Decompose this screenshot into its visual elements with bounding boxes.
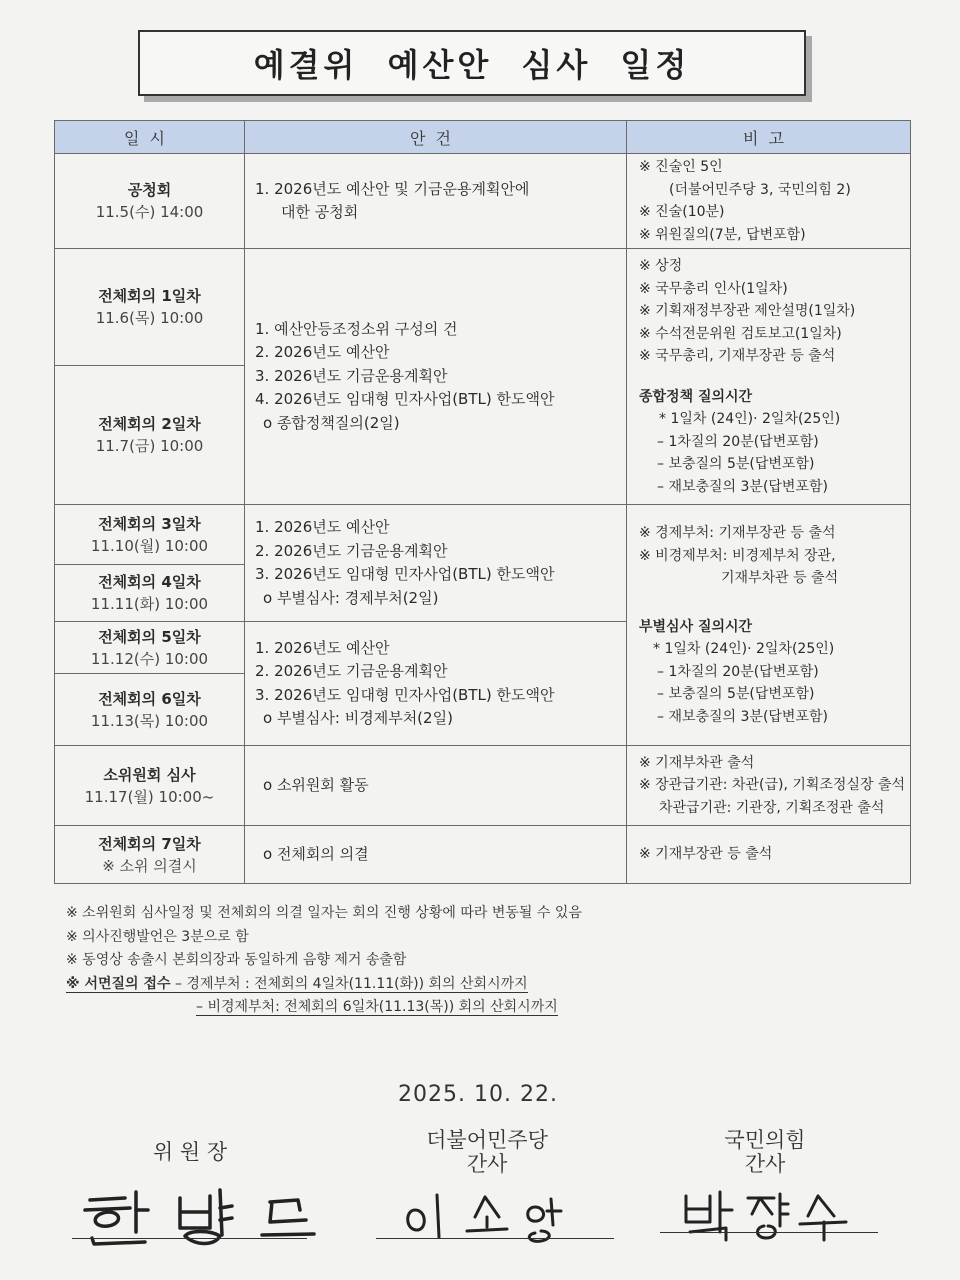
- note-cell: [627, 154, 911, 249]
- footnote: ※ 의사진행발언은 3분으로 함: [66, 928, 249, 945]
- ppp-signature-image: [668, 1182, 878, 1244]
- ppp-party: 국민의힘: [724, 1128, 806, 1152]
- agenda-line: o 소위원회 활동: [263, 775, 369, 794]
- agenda-line: 1. 예산안등조정소위 구성의 건: [255, 319, 458, 338]
- agenda-cell: [245, 505, 627, 622]
- ppp-block: [690, 1128, 840, 1176]
- dp-signature-line: [376, 1238, 614, 1239]
- agenda-cell: [245, 622, 627, 746]
- ppp-title: 간사: [744, 1152, 786, 1176]
- agenda-line: 3. 2026년도 임대형 민자사업(BTL) 한도액안: [255, 565, 555, 583]
- date-cell: [55, 565, 245, 622]
- note-line: – 재보충질의 3분(답변포함): [657, 708, 828, 725]
- agenda-line: 1. 2026년도 예산안: [255, 638, 390, 657]
- date-time: 11.11(화) 10:00: [90, 595, 209, 613]
- date-time: 11.7(금) 10:00: [95, 437, 204, 455]
- chair-title: 위 원 장: [152, 1140, 228, 1164]
- dp-signature-image: [395, 1185, 595, 1245]
- page-title: 예결위 예산안 심사 일정: [253, 46, 691, 84]
- table-header-row: [55, 121, 911, 154]
- chair-block: [130, 1140, 250, 1164]
- table-row: [55, 826, 911, 884]
- dp-title: 간사: [466, 1152, 508, 1176]
- agenda-cell: [245, 154, 627, 249]
- note-line: – 재보충질의 3분(답변포함): [657, 478, 828, 495]
- date-time: 11.5(수) 14:00: [95, 203, 204, 221]
- date-name: 전체회의 7일차: [98, 834, 201, 853]
- agenda-line: o 부별심사: 경제부처(2일): [263, 588, 439, 607]
- note-line: ※ 상정: [639, 258, 683, 274]
- footnote-written-questions: [66, 973, 906, 997]
- date-name: 전체회의 5일차: [98, 627, 201, 646]
- footnote-line: – 비경제부처: 전체회의 6일차(11.13(목)) 회의 산회시까지: [196, 999, 558, 1015]
- date-time: 11.12(수) 10:00: [90, 649, 209, 668]
- dp-party: 더불어민주당: [426, 1128, 548, 1152]
- date-cell: [55, 746, 245, 826]
- date-name: 전체회의 4일차: [98, 573, 201, 591]
- table-row: [55, 746, 911, 826]
- date-name: 공청회: [127, 181, 172, 199]
- note-line: ※ 국무총리 인사(1일차): [639, 280, 788, 297]
- note-line: * 1일차 (24인)· 2일차(25인): [653, 641, 835, 657]
- footnotes: [66, 902, 906, 1020]
- agenda-line: 3. 2026년도 기금운용계획안: [255, 366, 448, 385]
- date-name: 전체회의 1일차: [98, 287, 201, 305]
- date-time: 11.17(월) 10:00~: [84, 787, 215, 806]
- footnote: ※ 동영상 송출시 본회의장과 동일하게 음향 제거 송출함: [66, 952, 407, 968]
- agenda-cell: [245, 249, 627, 505]
- note-line: (더불어민주당 3, 국민의힘 2): [669, 181, 851, 198]
- date-cell: [55, 249, 245, 366]
- note-line: ※ 위원질의(7분, 답변포함): [639, 226, 806, 243]
- document-date: 2025. 10. 22.: [398, 1082, 558, 1107]
- date-cell: [55, 826, 245, 884]
- note-line: ※ 기재부차관 출석: [639, 754, 755, 771]
- title-box: [138, 30, 806, 96]
- note-line: – 보충질의 5분(답변포함): [657, 686, 815, 702]
- note-line: ※ 수석전문위원 검토보고(1일차): [639, 325, 842, 342]
- agenda-line: 1. 2026년도 예산안: [255, 518, 390, 536]
- date-name: 전체회의 3일차: [98, 514, 201, 533]
- footnote-continuation: [66, 996, 906, 1020]
- agenda-line: 2. 2026년도 기금운용계획안: [255, 541, 448, 560]
- date-time: 11.10(월) 10:00: [90, 536, 209, 555]
- note-cell: [627, 826, 911, 884]
- date-time: ※ 소위 의결시: [102, 856, 197, 875]
- note-line: – 1차질의 20분(답변포함): [657, 433, 819, 450]
- date-name: 전체회의 2일차: [98, 415, 201, 433]
- agenda-line: 3. 2026년도 임대형 민자사업(BTL) 한도액안: [255, 685, 555, 704]
- footnote: ※ 소위원회 심사일정 및 전체회의 의결 일자는 회의 진행 상황에 따라 변동될 수 있음: [66, 905, 582, 921]
- date-cell: [55, 505, 245, 565]
- agenda-line: 1. 2026년도 예산안 및 기금운용계획안에: [255, 179, 530, 198]
- header-agenda: 안건: [245, 121, 627, 154]
- agenda-line: o 부별심사: 비경제부처(2일): [263, 709, 453, 727]
- footnote-prefix: ※ 서면질의 접수: [66, 975, 171, 992]
- agenda-line: 2. 2026년도 예산안: [255, 343, 390, 362]
- note-cell: [627, 746, 911, 826]
- ppp-signature-line: [660, 1232, 878, 1233]
- agenda-cell: [245, 826, 627, 884]
- header-date: 일시: [55, 121, 245, 154]
- footnote-line: – 경제부처 : 전체회의 4일차(11.11(화)) 회의 산회시까지: [170, 975, 528, 992]
- note-subtitle: 종합정책 질의시간: [639, 388, 753, 405]
- note-line: 기재부차관 등 출석: [721, 570, 839, 586]
- agenda-line: 2. 2026년도 기금운용계획안: [255, 662, 448, 680]
- agenda-cell: [245, 746, 627, 826]
- note-line: ※ 장관급기관: 차관(급), 기획조정실장 출석: [639, 777, 906, 794]
- date-name: 소위원회 심사: [103, 765, 196, 784]
- agenda-line: o 전체회의 의결: [263, 844, 369, 863]
- note-cell: [627, 249, 911, 505]
- agenda-line: 4. 2026년도 임대형 민자사업(BTL) 한도액안: [255, 390, 555, 409]
- table-row: [55, 505, 911, 565]
- note-line: 차관급기관: 기관장, 기획조정관 출석: [659, 799, 885, 816]
- date-cell: [55, 366, 245, 505]
- agenda-line: 대한 공청회: [281, 203, 359, 221]
- schedule-table: [54, 120, 911, 884]
- note-line: ※ 경제부처: 기재부장관 등 출석: [639, 525, 836, 541]
- note-line: * 1일차 (24인)· 2일차(25인): [659, 411, 841, 427]
- dp-block: [392, 1128, 582, 1176]
- date-cell: [55, 154, 245, 249]
- note-line: ※ 진술인 5인: [639, 159, 723, 175]
- date-cell: [55, 674, 245, 746]
- note-line: – 1차질의 20분(답변포함): [657, 663, 819, 680]
- note-cell: [627, 505, 911, 746]
- note-line: ※ 기획재정부장관 제안설명(1일차): [639, 303, 856, 319]
- chair-signature-image: [70, 1180, 320, 1250]
- note-line: ※ 국무총리, 기재부장관 등 출석: [639, 348, 836, 364]
- agenda-line: o 종합정책질의(2일): [263, 413, 400, 432]
- table-row: [55, 154, 911, 249]
- note-line: – 보충질의 5분(답변포함): [657, 456, 815, 472]
- note-line: ※ 진술(10분): [639, 204, 725, 220]
- date-time: 11.6(목) 10:00: [95, 309, 204, 327]
- note-subtitle: 부별심사 질의시간: [639, 618, 753, 635]
- date-cell: [55, 622, 245, 674]
- note-line: ※ 비경제부처: 비경제부처 장관,: [639, 547, 836, 564]
- chair-signature-line: [72, 1238, 307, 1239]
- date-name: 전체회의 6일차: [98, 689, 201, 708]
- note-line: ※ 기재부장관 등 출석: [639, 846, 773, 863]
- table-row: [55, 249, 911, 366]
- header-note: 비고: [627, 121, 911, 154]
- date-time: 11.13(목) 10:00: [90, 711, 209, 730]
